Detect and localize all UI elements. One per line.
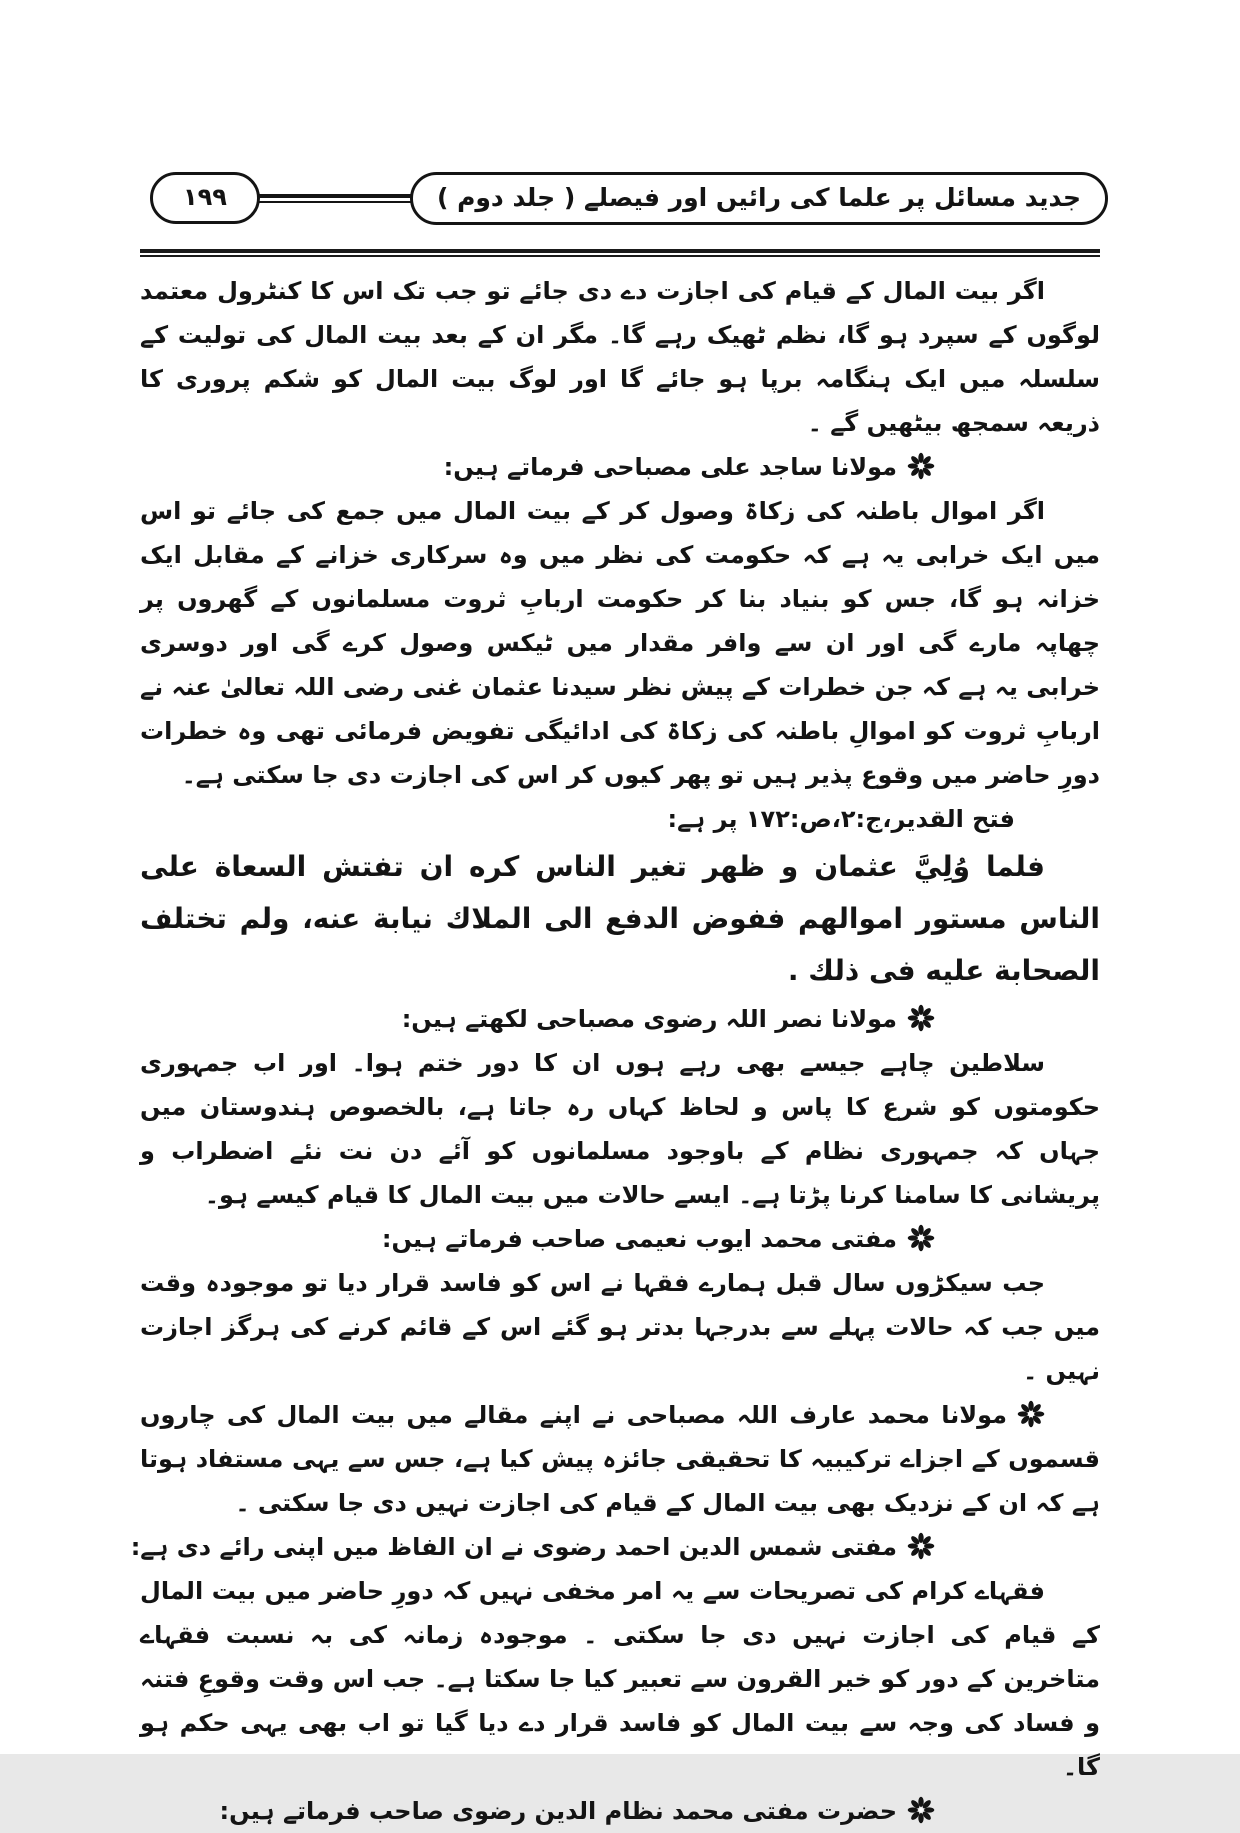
page-header — [150, 165, 1108, 231]
reference-line — [140, 797, 1100, 841]
flower-asterisk-icon — [907, 1796, 935, 1824]
urdu-paragraph — [140, 1261, 1100, 1393]
urdu-paragraph — [140, 489, 1100, 797]
page-body — [130, 269, 1101, 1833]
flower-asterisk-icon — [907, 452, 935, 480]
speaker-heading-text: مولانا نصر اللہ رضوی مصباحی لکھتے ہیں: — [401, 1005, 897, 1033]
flower-asterisk-icon — [907, 1224, 935, 1252]
page-number-oval — [150, 172, 260, 224]
urdu-paragraph — [140, 269, 1100, 445]
urdu-paragraph-with-marker — [140, 1393, 1100, 1525]
speaker-heading-text: مولانا ساجد علی مصباحی فرماتے ہیں: — [443, 453, 897, 481]
flower-asterisk-icon — [907, 1532, 935, 1560]
flower-asterisk-icon — [1017, 1400, 1045, 1428]
speaker-heading-text: مفتی محمد ایوب نعیمی صاحب فرماتے ہیں: — [381, 1225, 897, 1253]
book-title: جدید مسائل پر علما کی رائیں اور فیصلے ( جلد دوم ) — [436, 182, 1081, 212]
paragraph-text: جب سیکڑوں سال قبل ہمارے فقہا نے اس کو فاسد قرار دیا تو موجودہ وقت میں جب کہ حالات پہلے سے بدرجہا بدتر ہو گئے اس کے قائم کرنے کی ہرگز اجازت نہیں ۔ — [140, 1269, 1100, 1385]
paragraph-text: اگر بیت المال کے قیام کی اجازت دے دی جائے تو جب تک اس کا کنٹرول معتمد لوگوں کے سپرد ہو گا، نظم ٹھیک رہے گا۔ مگر ان کے بعد بیت المال کی تولیت کے سلسلہ میں ایک ہنگامہ برپا ہو جائے گا اور لوگ بیت المال کو شکم پروری کا ذریعہ سمجھ بیٹھیں گے ۔ — [140, 277, 1101, 437]
speaker-heading — [140, 1217, 1100, 1261]
speaker-heading — [130, 1525, 1100, 1569]
reference-text: فتح القدیر،ج:۲،ص:۱۷۲ پر ہے: — [667, 805, 1015, 833]
header-divider-rule — [140, 249, 1100, 257]
page-number: ۱۹۹ — [183, 183, 227, 211]
speaker-heading-text: حضرت مفتی محمد نظام الدین رضوی صاحب فرماتے ہیں: — [219, 1797, 897, 1825]
speaker-heading — [140, 997, 1100, 1041]
urdu-paragraph — [140, 1041, 1100, 1217]
urdu-paragraph — [140, 1569, 1100, 1789]
paragraph-text: مولانا محمد عارف اللہ مصباحی نے اپنے مقالے میں بیت المال کی چاروں قسموں کے اجزاے ترکیبیہ کا تحقیقی جائزہ پیش کیا ہے، جس سے یہی مستفاد ہوتا ہے کہ ان کے نزدیک بھی بیت المال کے قیام کی اجازت نہیں دی جا سکتی ۔ — [140, 1401, 1100, 1517]
arabic-quote-text: فلما وُلِيَّ عثمان و ظهر تغير الناس كره ان تفتش السعاة على الناس مستور اموالهم ففوض الدفع الى الملاك نيابة عنه، ولم تختلف الصحابة عليه فى ذلك . — [140, 850, 1100, 987]
header-title-oval — [410, 172, 1108, 225]
arabic-quote — [140, 841, 1100, 997]
flower-asterisk-icon — [907, 1004, 935, 1032]
speaker-heading-text: مفتی شمس الدین احمد رضوی نے ان الفاظ میں اپنی رائے دی ہے: — [130, 1533, 897, 1561]
paragraph-text: فقہاے کرام کی تصریحات سے یہ امر مخفی نہیں کہ دورِ حاضر میں بیت المال کے قیام کی اجازت نہیں دی جا سکتی ۔ موجودہ زمانہ کی بہ نسبت فقہاے متاخرین کے دور کو خیر القرون سے تعبیر کیا جا سکتا ہے۔ جب اس وقت وقوعِ فتنہ و فساد کی وجہ سے بیت المال کو فاسد قرار دے دیا گیا تو اب بھی یہی حکم ہو گا۔ — [140, 1577, 1100, 1781]
speaker-heading — [140, 445, 1100, 489]
paragraph-text: اگر اموال باطنہ کی زکاۃ وصول کر کے بیت المال میں جمع کی جائے تو اس میں ایک خرابی یہ ہے کہ حکومت کی نظر میں وہ سرکاری خزانے کے مقابل ایک خزانہ ہو گا، جس کو بنیاد بنا کر حکومت اربابِ ثروت مسلمانوں کے گھروں پر چھاپہ مارے گی اور ان سے وافر مقدار میں ٹیکس وصول کرے گی اور دوسری خرابی یہ ہے کہ جن خطرات کے پیش نظر سیدنا عثمان غنی رضی اللہ تعالیٰ عنہ نے اربابِ ثروت کو اموالِ باطنہ کی زکاۃ کی ادائیگی تفویض فرمائی تھی وہ خطرات دورِ حاضر میں وقوع پذیر ہیں تو پھر کیوں کر اس کی اجازت دی جا سکتی ہے۔ — [140, 497, 1100, 789]
speaker-heading — [140, 1789, 1100, 1833]
header-double-rule — [256, 194, 414, 203]
paragraph-text: سلاطین چاہے جیسے بھی رہے ہوں ان کا دور ختم ہوا۔ اور اب جمہوری حکومتوں کو شرع کا پاس و لحاظ کہاں رہ جاتا ہے، بالخصوص ہندوستان میں جہاں کہ جمہوری نظام کے باوجود مسلمانوں کو آئے دن نت نئے اضطراب و پریشانی کا سامنا کرنا پڑتا ہے۔ ایسے حالات میں بیت المال کا قیام کیسے ہو۔ — [140, 1049, 1100, 1209]
